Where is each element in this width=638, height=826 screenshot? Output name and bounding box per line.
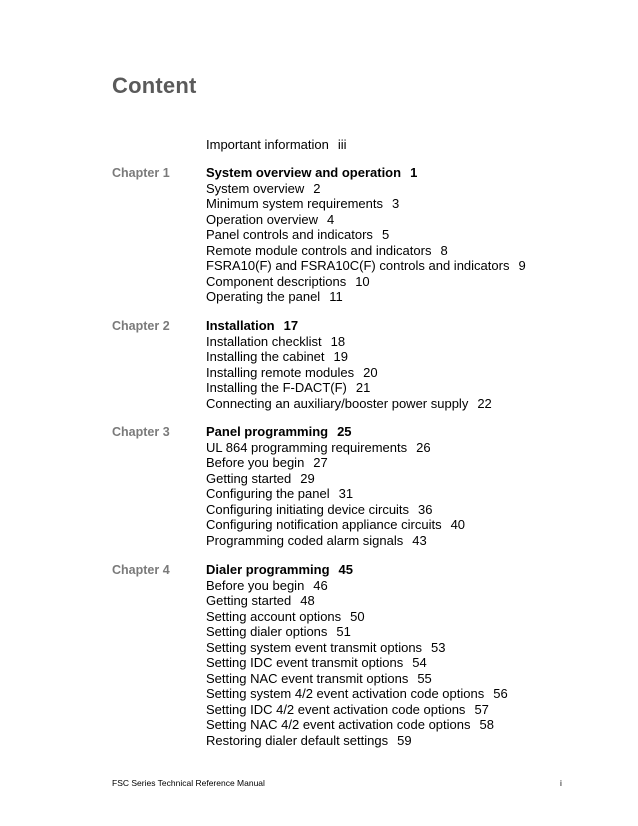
toc-entry-text: Minimum system requirements: [206, 196, 383, 211]
toc-entry[interactable]: [206, 578, 508, 594]
toc-page-number: 46: [313, 577, 328, 593]
chapter-entries: [206, 424, 465, 548]
toc-page-number: 29: [300, 470, 315, 486]
toc-entry[interactable]: [206, 655, 508, 671]
toc-entry-text: Operation overview: [206, 211, 318, 227]
toc-page-number: 58: [479, 717, 494, 732]
chapter-heading-link[interactable]: [206, 424, 465, 440]
toc-entry-text: Setting IDC event transmit options: [206, 655, 404, 670]
toc-page-number: 31: [338, 486, 354, 501]
toc-page-number: 50: [350, 608, 365, 624]
toc-entry[interactable]: [206, 733, 508, 749]
toc-page-number: 57: [474, 701, 489, 717]
toc-entry[interactable]: [206, 717, 508, 733]
toc-entry[interactable]: [206, 396, 492, 412]
toc-entry[interactable]: [206, 380, 492, 396]
toc-entry-text: Before you begin: [206, 577, 305, 593]
toc-entry-text: UL 864 programming requirements: [206, 439, 408, 455]
toc-page-number: 26: [416, 439, 431, 455]
toc-entry-text: FSRA10(F) and FSRA10C(F) controls and indicators: [206, 258, 510, 273]
chapter-label: Chapter 3: [112, 425, 170, 439]
toc-entry-text: Restoring dialer default settings: [206, 732, 389, 748]
toc-entry-text: Setting NAC 4/2 event activation code options: [206, 717, 471, 732]
toc-entry-text: Installation checklist: [206, 333, 322, 349]
toc-entry[interactable]: [206, 640, 508, 656]
toc-entry-text: Configuring initiating device circuits: [206, 501, 410, 517]
chapter-heading-link[interactable]: [206, 318, 492, 334]
toc-entry-text: Setting system event transmit options: [206, 639, 423, 655]
chapter-label: Chapter 1: [112, 166, 170, 180]
chapter-entries: [206, 318, 492, 411]
toc-entry[interactable]: [206, 274, 526, 290]
toc-entry-text: Setting account options: [206, 608, 342, 624]
toc-page-number: 40: [450, 517, 466, 532]
chapter-entries: [206, 562, 508, 748]
toc-entry-text: Installing the cabinet: [206, 349, 325, 364]
toc-entry[interactable]: [206, 593, 508, 609]
toc-page-number: 22: [477, 395, 492, 411]
toc-entry-text: Remote module controls and indicators: [206, 242, 432, 258]
toc-page-number: 36: [418, 501, 433, 517]
toc-page-number: 20: [363, 364, 378, 380]
footer-manual-title: FSC Series Technical Reference Manual: [112, 778, 265, 788]
toc-entry-text: Setting system 4/2 event activation code options: [206, 686, 485, 701]
toc-page-number: 43: [412, 532, 427, 548]
toc-page-number: 54: [412, 655, 427, 670]
toc-entry-text: Panel controls and indicators: [206, 227, 373, 242]
toc-entry[interactable]: [206, 471, 465, 487]
toc-entry-text: Operating the panel: [206, 289, 321, 304]
toc-page-number: 56: [493, 686, 508, 701]
toc-entry[interactable]: [206, 181, 526, 197]
chapter-heading-text: Panel programming: [206, 424, 329, 439]
toc-page-number: 27: [313, 455, 328, 470]
toc-entry-text: Before you begin: [206, 455, 305, 470]
toc-entry[interactable]: [206, 517, 465, 533]
chapter-entries: [206, 165, 526, 305]
toc-page-number: 5: [381, 227, 390, 242]
toc-entry[interactable]: [206, 334, 492, 350]
toc-entry-text: Configuring notification appliance circuits: [206, 517, 442, 532]
chapter-heading-link[interactable]: [206, 562, 508, 578]
toc-entry-text: Important information: [206, 137, 329, 152]
toc-page-number: 2: [313, 180, 321, 196]
toc-entry[interactable]: [206, 609, 508, 625]
toc-entry[interactable]: [206, 365, 492, 381]
chapter-label: Chapter 2: [112, 319, 170, 333]
chapter-heading-text: System overview and operation: [206, 165, 402, 180]
toc-entry-text: System overview: [206, 180, 305, 196]
toc-page-number: 25: [337, 424, 352, 439]
toc-entry-text: Programming coded alarm signals: [206, 532, 404, 548]
toc-entry[interactable]: [206, 212, 526, 228]
toc-entry[interactable]: [206, 624, 508, 640]
toc-entry[interactable]: [206, 486, 465, 502]
toc-entry[interactable]: [206, 455, 465, 471]
toc-page-number: 8: [440, 242, 448, 258]
toc-page-number: 59: [397, 732, 412, 748]
toc-page-number: 10: [355, 273, 370, 289]
toc-entry-text: Setting NAC event transmit options: [206, 670, 409, 686]
toc-entry-text: Installing the F-DACT(F): [206, 380, 347, 395]
toc-page-number: 45: [338, 562, 353, 577]
chapter-label: Chapter 4: [112, 563, 170, 577]
chapter-heading-link[interactable]: [206, 165, 526, 181]
toc-page-number: 53: [431, 639, 446, 655]
page-title: Content: [112, 73, 197, 98]
toc-page-number: 55: [417, 670, 432, 686]
toc-entry[interactable]: [206, 349, 492, 365]
toc-entry-text: Configuring the panel: [206, 486, 330, 501]
toc-entry-text: Getting started: [206, 593, 292, 608]
toc-page-number: 1: [410, 165, 418, 180]
toc-page-number: 17: [283, 318, 299, 333]
toc-entry[interactable]: [206, 686, 508, 702]
toc-entry[interactable]: [206, 258, 526, 274]
toc-page-number: iii: [337, 137, 347, 152]
toc-entry[interactable]: [206, 671, 508, 687]
footer-page-number: i: [560, 778, 562, 788]
chapter-heading-text: Installation: [206, 318, 275, 333]
toc-entry[interactable]: [206, 289, 526, 305]
toc-entry[interactable]: [206, 227, 526, 243]
toc-entry-text: Component descriptions: [206, 273, 347, 289]
toc-page-number: 51: [336, 624, 351, 639]
toc-entry-text: Setting dialer options: [206, 624, 328, 639]
toc-page-number: 3: [392, 196, 400, 211]
toc-entry-text: Installing remote modules: [206, 364, 355, 380]
toc-page-number: 9: [518, 258, 526, 273]
toc-page-number: 19: [333, 349, 348, 364]
toc-entry-text: Setting IDC 4/2 event activation code options: [206, 701, 466, 717]
toc-entry-text: Getting started: [206, 470, 292, 486]
toc-entry-important-information[interactable]: [206, 137, 347, 153]
toc-page-number: 11: [329, 289, 343, 304]
toc-page-number: 48: [300, 593, 315, 608]
toc-entry[interactable]: [206, 196, 526, 212]
toc-entry[interactable]: [206, 440, 465, 456]
toc-page-number: 18: [330, 333, 346, 349]
toc-entry[interactable]: [206, 702, 508, 718]
chapter-heading-text: Dialer programming: [206, 562, 330, 577]
toc-page-number: 4: [327, 211, 335, 227]
toc-page-number: 21: [355, 380, 371, 395]
toc-entry[interactable]: [206, 243, 526, 259]
toc-entry[interactable]: [206, 533, 465, 549]
toc-entry[interactable]: [206, 502, 465, 518]
toc-entry-text: Connecting an auxiliary/booster power supply: [206, 395, 469, 411]
